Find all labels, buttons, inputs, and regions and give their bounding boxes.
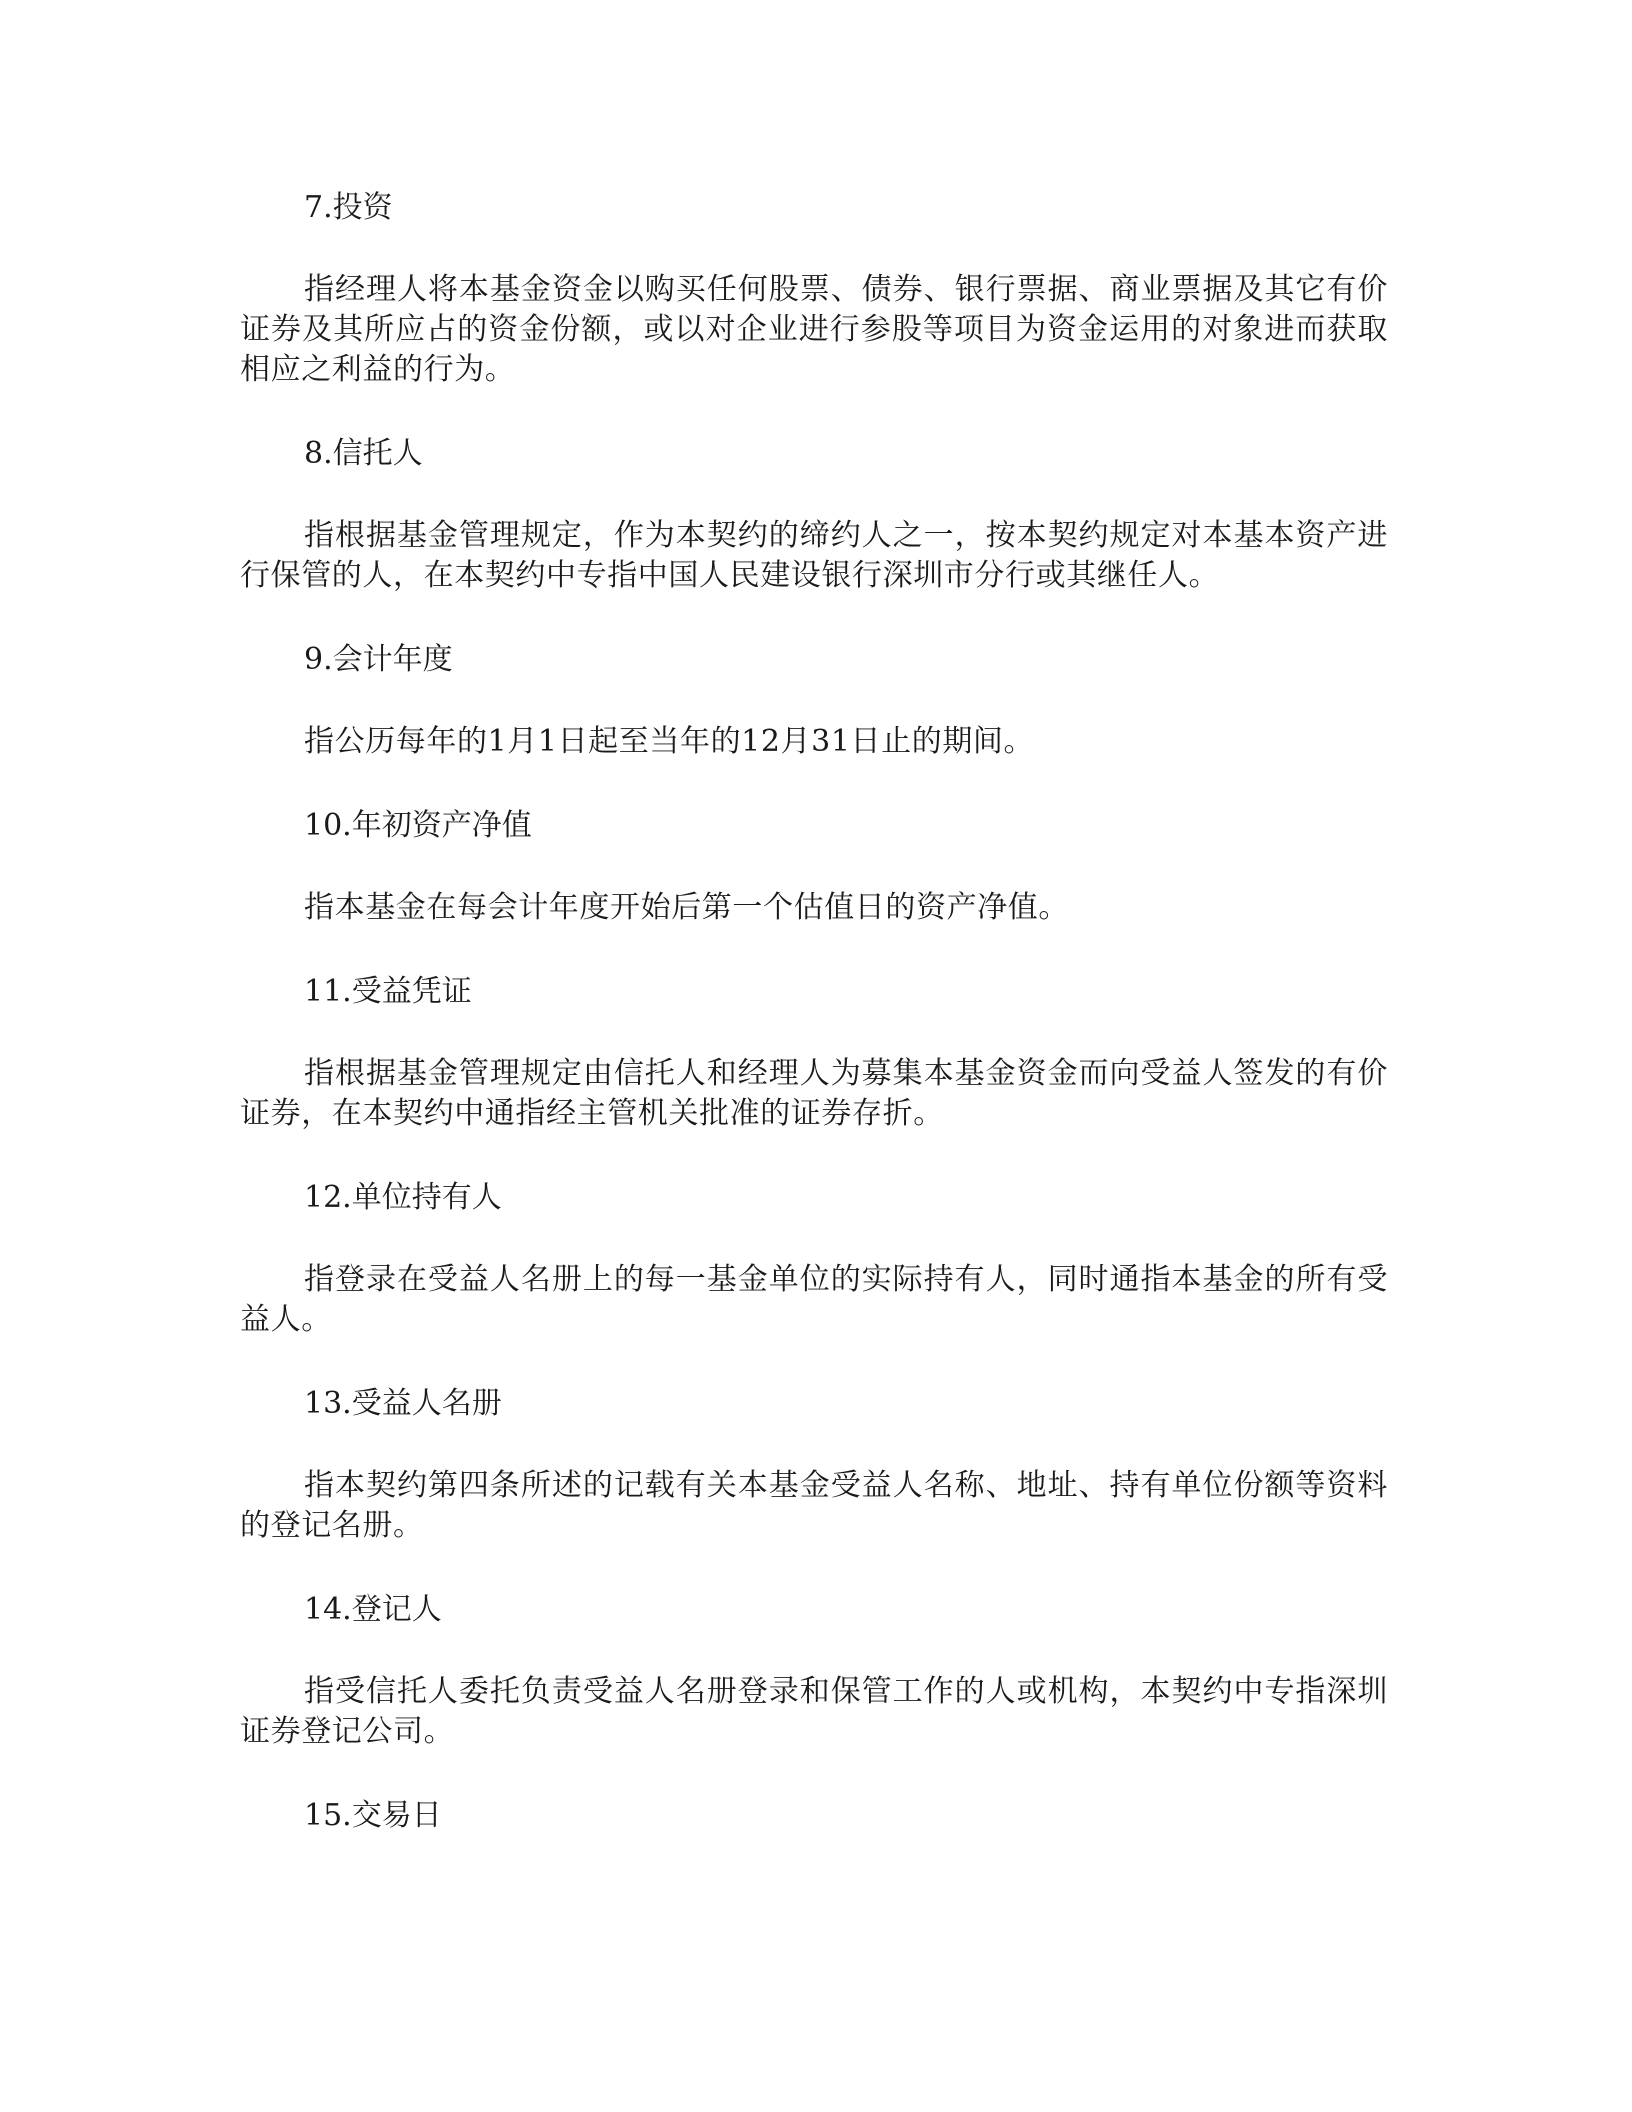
document-content: [240, 188, 1388, 1878]
section-body-7: 指经理人将本基金资金以购买任何股票、债券、银行票据、商业票据及其它有价证券及其所应占的资金份额，或以对企业进行参股等项目为资金运用的对象进而获取相应之利益的行为。: [240, 272, 1388, 387]
section-heading-8: 8.信托人: [304, 436, 423, 471]
section-heading-13: 13.受益人名册: [304, 1386, 502, 1421]
section-body-13: 指本契约第四条所述的记载有关本基金受益人名称、地址、持有单位份额等资料的登记名册。: [240, 1468, 1388, 1543]
section-body-14: 指受信托人委托负责受益人名册登录和保管工作的人或机构，本契约中专指深圳证券登记公司。: [240, 1674, 1388, 1749]
section-heading-11: 11.受益凭证: [304, 974, 472, 1009]
section-heading-10: 10.年初资产净值: [304, 808, 532, 843]
section-heading-12: 12.单位持有人: [304, 1180, 502, 1215]
section-heading-9: 9.会计年度: [304, 642, 453, 677]
section-body-9: 指公历每年的1月1日起至当年的12月31日止的期间。: [304, 724, 1035, 759]
section-body-12: 指登录在受益人名册上的每一基金单位的实际持有人，同时通指本基金的所有受益人。: [240, 1262, 1388, 1337]
section-body-10: 指本基金在每会计年度开始后第一个估值日的资产净值。: [304, 890, 1069, 925]
section-heading-7: 7.投资: [304, 190, 393, 225]
section-heading-15: 15.交易日: [304, 1798, 442, 1833]
section-heading-14: 14.登记人: [304, 1592, 442, 1627]
section-body-11: 指根据基金管理规定由信托人和经理人为募集本基金资金而向受益人签发的有价证券，在本契约中通指经主管机关批准的证券存折。: [240, 1056, 1388, 1131]
section-body-8: 指根据基金管理规定，作为本契约的缔约人之一，按本契约规定对本基本资产进行保管的人，在本契约中专指中国人民建设银行深圳市分行或其继任人。: [240, 518, 1388, 593]
